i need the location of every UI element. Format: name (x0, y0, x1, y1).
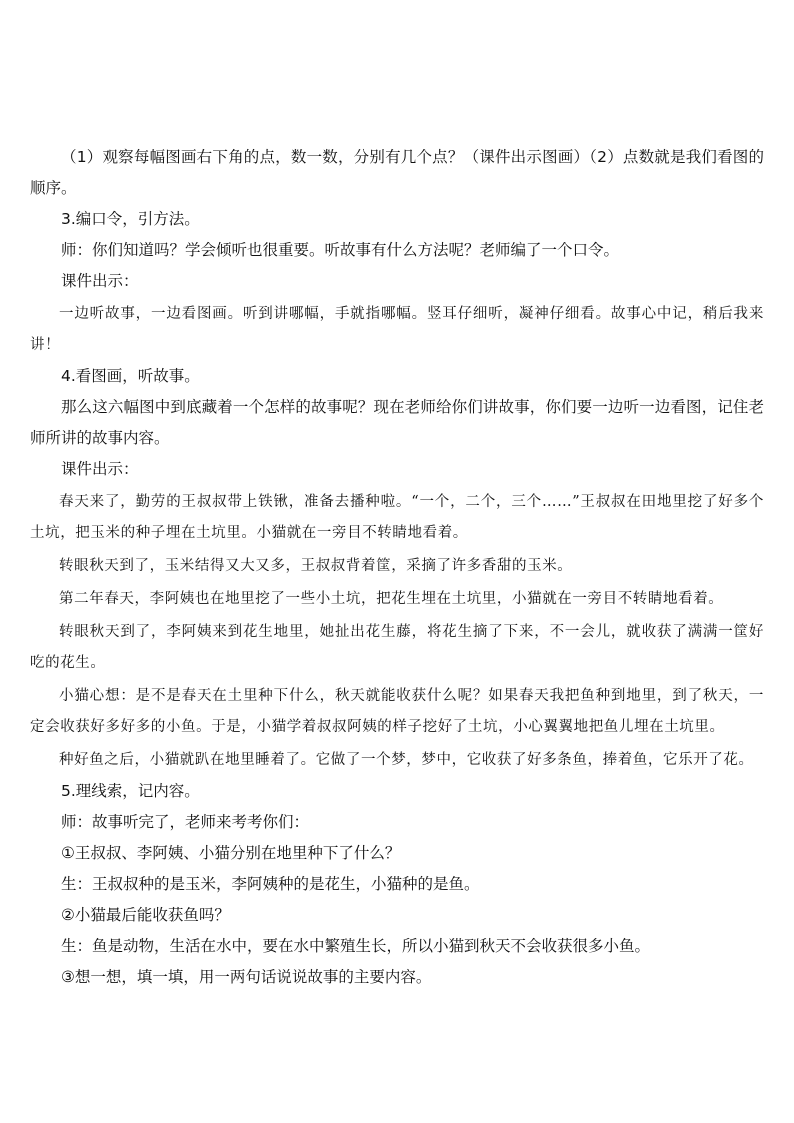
question-1: ①王叔叔、李阿姨、小猫分别在地里种下了什么？ (61, 844, 401, 862)
paragraph-story-intro: 那么这六幅图中到底藏着一个怎样的故事呢？现在老师给你们讲故事，你们要一边听一边看图，记住老师所讲的故事内容。 (30, 398, 764, 447)
label-courseware-show-2: 课件出示： (61, 460, 139, 478)
paragraph-chant: 一边听故事，一边看图画。听到讲哪幅，手就指哪幅。竖耳仔细听，凝神仔细看。故事心中记，稍后我来讲！ (30, 306, 764, 353)
answer-2: 生：鱼是动物，生活在水中，要在水中繁殖生长，所以小猫到秋天不会收获很多小鱼。 (61, 937, 651, 955)
story-paragraph-2: 转眼秋天到了，玉米结得又大又多，王叔叔背着筐，采摘了许多香甜的玉米。 (59, 558, 573, 574)
paragraph-teacher-quiz: 师：故事听完了，老师来考考你们： (61, 813, 310, 831)
paragraph-observe-dots: （1）观察每幅图画右下角的点，数一数，分别有几个点？（课件出示图画）（2）点数就是我们看图的顺序。 (30, 148, 764, 197)
heading-step-4: 4.看图画，听故事。 (61, 367, 200, 385)
story-paragraph-3: 第二年春天，李阿姨也在地里挖了一些小土坑，把花生埋在土坑里，小猫就在一旁目不转睛地看着。 (59, 591, 724, 607)
story-paragraph-4: 转眼秋天到了，李阿姨来到花生地里，她扯出花生藤，将花生摘了下来，不一会儿，就收获了满满一筐好吃的花生。 (30, 624, 764, 671)
heading-step-3: 3.编口令，引方法。 (61, 210, 200, 228)
question-3: ③想一想，填一填，用一两句话说说故事的主要内容。 (61, 968, 432, 986)
paragraph-teacher-chant-intro: 师：你们知道吗？学会倾听也很重要。听故事有什么方法呢？老师编了一个口令。 (61, 241, 620, 259)
heading-step-5: 5.理线索，记内容。 (61, 782, 200, 800)
answer-1: 生：王叔叔种的是玉米，李阿姨种的是花生，小猫种的是鱼。 (61, 875, 480, 893)
story-paragraph-6: 种好鱼之后，小猫就趴在地里睡着了。它做了一个梦，梦中，它收获了好多条鱼，捧着鱼，它乐开了花。 (59, 752, 754, 768)
question-2: ②小猫最后能收获鱼吗？ (61, 906, 230, 924)
label-courseware-show-1: 课件出示： (61, 272, 139, 290)
story-paragraph-1: 春天来了，勤劳的王叔叔带上铁锹，准备去播种啦。“一个，二个，三个……”王叔叔在田地里挖了好多个土坑，把玉米的种子埋在土坑里。小猫就在一旁目不转睛地看着。 (30, 494, 764, 541)
story-paragraph-5: 小猫心想：是不是春天在土里种下什么，秋天就能收获什么呢？如果春天我把鱼种到地里，到了秋天，一定会收获好多好多的小鱼。于是，小猫学着叔叔阿姨的样子挖好了土坑，小心翼翼地把鱼儿埋在土坑里。 (30, 688, 764, 735)
